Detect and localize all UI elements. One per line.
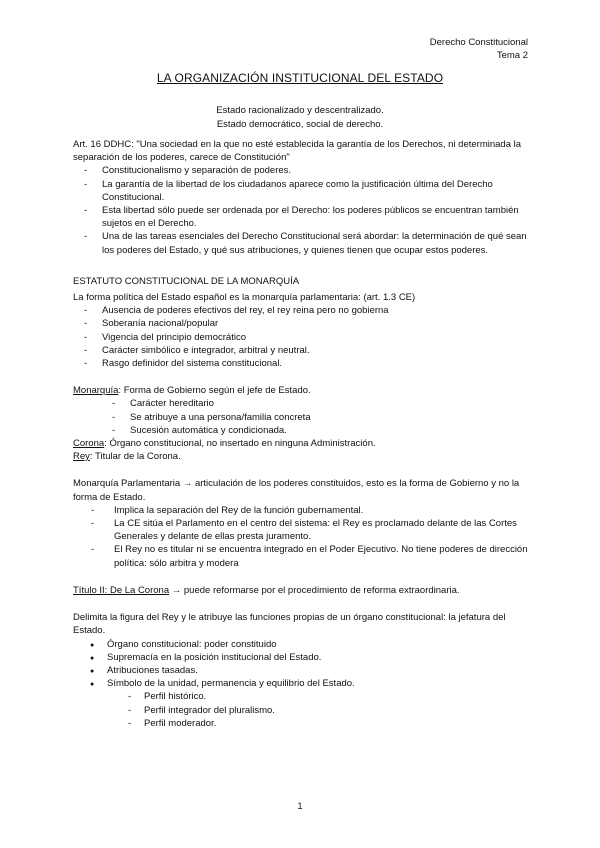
parlamentaria-list: [73, 504, 533, 570]
monarquia-text: : Forma de Gobierno según el jefe de Estado.: [118, 385, 311, 397]
rey-text: : Titular de la Corona.: [89, 451, 181, 463]
delimita-bullets: [73, 638, 533, 691]
list-item: - Constitucionalismo y separación de poderes.: [73, 164, 533, 177]
rey-definition: [73, 450, 533, 463]
bullet-item: ● Símbolo de la unidad, permanencia y equilibrio del Estado.: [73, 677, 533, 690]
list-item: - Rasgo definidor del sistema constitucional.: [73, 357, 533, 370]
list-item: - Se atribuye a una persona/familia concreta: [73, 411, 533, 424]
art16-quote: Art. 16 DDHC: "Una sociedad en la que no esté establecida la garantía de los Derechos, ni determinada la separación de los poderes, carece de Constitución": [73, 139, 522, 164]
list-item: - Perfil moderador.: [73, 717, 533, 730]
list-item: - Soberanía nacional/popular: [73, 317, 533, 330]
list-item: - La garantía de la libertad de los ciudadanos aparece como la justificación última del Derecho Constitucional.: [73, 178, 533, 204]
delimita-sublist: [73, 690, 533, 730]
titulo-ii-text: → puede reformarse por el procedimiento de reforma extraordinaria.: [169, 584, 460, 596]
monarquia-term: Monarquía: [73, 385, 119, 397]
bullet-item: ● Atribuciones tasadas.: [73, 664, 533, 677]
estatuto-intro: La forma política del Estado español es la monarquía parlamentaria: (art. 1.3 CE): [73, 292, 416, 304]
list-item: - Esta libertad sólo puede ser ordenada por el Derecho: los poderes públicos se encuentran también sujetos en el Derecho.: [73, 204, 533, 230]
list-item: - Perfil histórico.: [73, 690, 533, 703]
list-item: - Perfil integrador del pluralismo.: [73, 704, 533, 717]
list-item: - La CE sitúa el Parlamento en el centro del sistema: el Rey es proclamado delante de las Cortes Generales y delante de ellas presta juramento.: [73, 517, 533, 543]
list-item: - El Rey no es titular ni se encuentra integrado en el Poder Ejecutivo. No tiene poderes de dirección política: sólo arbitra y modera: [73, 543, 533, 569]
monarquia-list: [73, 397, 533, 437]
monarquia-definition: [73, 384, 533, 397]
bullet-item: ● Supremacía en la posición institucional del Estado.: [73, 651, 533, 664]
header-subject: Derecho Constitucional: [429, 37, 528, 48]
document-body: [73, 138, 533, 730]
list-item: - Ausencia de poderes efectivos del rey, el rey reina pero no gobierna: [73, 304, 533, 317]
corona-text: : Órgano constitucional, no insertado en ninguna Administración.: [104, 438, 376, 450]
list-item: - Carácter simbólico e integrador, arbitral y neutral.: [73, 344, 533, 357]
document-title: LA ORGANIZACIÓN INSTITUCIONAL DEL ESTADO: [156, 71, 444, 85]
list-item: - Carácter hereditario: [73, 397, 533, 410]
list-item: - Implica la separación del Rey de la función gubernamental.: [73, 504, 533, 517]
list-item: - Vigencia del principio democrático: [73, 331, 533, 344]
bullet-item: ● Órgano constitucional: poder constituido: [73, 638, 533, 651]
delimita-text: Delimita la figura del Rey y le atribuye las funciones propias de un órgano constitucional: la jefatura del Estado.: [73, 612, 506, 637]
header-topic: Tema 2: [496, 50, 528, 61]
list-item: - Sucesión automática y condicionada.: [73, 424, 533, 437]
art16-list: [73, 164, 533, 256]
subtitle-line: Estado racionalizado y descentralizado.: [216, 105, 384, 116]
list-item: - Una de las tareas esenciales del Derecho Constitucional será abordar: la determinación de qué sean los poderes del Estado, y qué sus atribuciones, y quienes tienen que ocupar estos poderes.: [73, 230, 533, 256]
rey-term: Rey: [73, 451, 90, 463]
parlamentaria-text: Monarquía Parlamentaria → articulación de los poderes constituidos, esto es la forma de Gobierno y no la forma de Estado.: [73, 478, 520, 503]
document-subtitle: [0, 104, 600, 131]
estatuto-list: [73, 304, 533, 370]
titulo-ii: [73, 584, 533, 597]
section-heading-estatuto: ESTATUTO CONSTITUCIONAL DE LA MONARQUÍA: [73, 275, 300, 287]
corona-definition: [73, 437, 533, 450]
subtitle-line: Estado democrático, social de derecho.: [216, 118, 384, 130]
corona-term: Corona: [73, 438, 105, 450]
page-header: [430, 36, 528, 62]
titulo-ii-term: Título II: De La Corona: [73, 584, 170, 596]
page-number: 1: [297, 801, 303, 811]
